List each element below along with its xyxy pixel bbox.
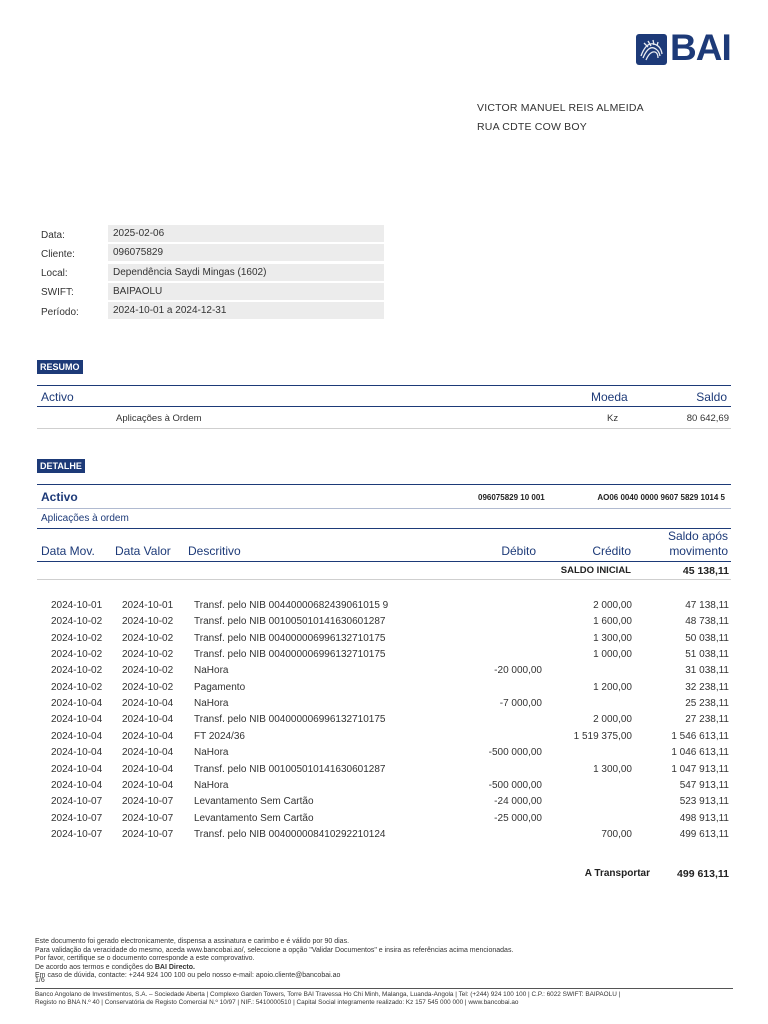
table-row [0, 731, 768, 747]
row-descritivo: Transf. pelo NIB 004000008410292210124 [194, 828, 386, 840]
resumo-badge: RESUMO [37, 360, 83, 374]
row-saldo: 498 913,11 [679, 812, 729, 824]
saldo-inicial-value: 45 138,11 [682, 565, 729, 577]
detalhe-top-rule [37, 484, 731, 485]
info-label-local: Local: [41, 268, 68, 279]
client-name: VICTOR MANUEL REIS ALMEIDA [477, 102, 644, 114]
row-descritivo: FT 2024/36 [194, 730, 245, 742]
detalhe-sub-rule [37, 508, 731, 509]
row-data-valor: 2024-10-04 [122, 747, 174, 759]
table-row [0, 747, 768, 763]
row-descritivo: Transf. pelo NIB 00440000682439061015 9 [194, 600, 389, 611]
table-row [0, 665, 768, 681]
row-data-mov: 2024-10-02 [51, 649, 103, 661]
row-saldo: 25 238,11 [685, 698, 729, 710]
row-descritivo: Transf. pelo NIB 001005010141630601287 [194, 763, 386, 775]
row-credito: 2 000,00 [593, 600, 632, 611]
bai-emblem-icon [636, 34, 667, 65]
detalhe-activo-label: Activo [41, 490, 78, 504]
table-row [0, 682, 768, 698]
detalhe-account-number: 096075829 10 001 [478, 493, 545, 502]
row-data-mov: 2024-10-02 [51, 632, 103, 644]
saldo-inicial-rule [37, 579, 731, 580]
transportar-label: A Transportar [584, 868, 650, 879]
row-data-valor: 2024-10-04 [122, 714, 174, 726]
detalhe-iban: AO06 0040 0000 9607 5829 1014 5 [597, 493, 725, 502]
info-value-client: 096075829 [108, 244, 384, 261]
row-data-valor: 2024-10-07 [122, 812, 174, 824]
row-descritivo: Levantamento Sem Cartão [194, 796, 314, 808]
row-descritivo: Transf. pelo NIB 004000006996132710175 [194, 714, 386, 726]
info-label-swift: SWIFT: [41, 287, 74, 298]
resumo-row-saldo: 80 642,69 [686, 413, 729, 424]
row-saldo: 1 046 613,11 [671, 747, 729, 759]
detalhe-subtitle: Aplicações à ordem [41, 513, 129, 524]
row-data-mov: 2024-10-07 [51, 812, 103, 824]
info-label-period: Período: [41, 307, 79, 318]
row-saldo: 523 913,11 [679, 796, 729, 808]
row-data-valor: 2024-10-02 [122, 681, 174, 693]
row-credito: 1 600,00 [593, 616, 632, 628]
table-row [0, 780, 768, 796]
row-saldo: 1 047 913,11 [671, 763, 729, 775]
table-row [0, 616, 768, 632]
row-data-valor: 2024-10-07 [122, 828, 174, 840]
row-data-valor: 2024-10-07 [122, 796, 174, 808]
row-data-mov: 2024-10-07 [51, 828, 103, 840]
row-data-mov: 2024-10-02 [51, 681, 103, 693]
row-saldo: 547 913,11 [679, 779, 729, 791]
info-label-date: Data: [41, 230, 65, 241]
row-data-valor: 2024-10-04 [122, 730, 174, 742]
resumo-bottom-rule [37, 428, 731, 429]
row-saldo: 1 546 613,11 [671, 730, 729, 742]
footer-bai-directo: BAI Directo. [154, 963, 195, 971]
row-descritivo: NaHora [194, 698, 229, 710]
bai-logo [636, 27, 732, 68]
footer-contact: Em caso de dúvida, contacte: +244 924 100 100 ou pelo nosso e-mail: apoio.cliente@bancobai.ao [35, 972, 341, 979]
row-data-mov: 2024-10-02 [51, 616, 103, 628]
row-credito: 1 200,00 [593, 681, 632, 693]
table-row [0, 600, 768, 616]
info-label-client: Cliente: [41, 249, 75, 260]
footer-line-4: De acordo aos termos e condições do BAI Directo. [35, 963, 195, 971]
row-data-valor: 2024-10-04 [122, 763, 174, 775]
table-row [0, 813, 768, 829]
page-number: 1/6 [35, 977, 45, 984]
row-descritivo: NaHora [194, 747, 229, 759]
row-data-mov: 2024-10-01 [51, 600, 103, 611]
resumo-row-moeda: Kz [607, 413, 619, 424]
row-data-mov: 2024-10-04 [51, 698, 103, 710]
row-data-valor: 2024-10-02 [122, 649, 174, 661]
table-row [0, 796, 768, 812]
row-saldo: 48 738,11 [685, 616, 729, 628]
col-data-valor: Data Valor [115, 544, 171, 558]
footer-line-3: Por favor, certifique se o documento corresponde a este comprovativo. [35, 955, 255, 962]
row-descritivo: NaHora [194, 665, 229, 677]
row-descritivo: Transf. pelo NIB 004000006996132710175 [194, 632, 386, 644]
row-data-valor: 2024-10-02 [122, 632, 174, 644]
row-saldo: 32 238,11 [685, 681, 729, 693]
col-debito: Débito [501, 544, 536, 558]
footer-rule [35, 988, 733, 989]
client-address: RUA CDTE COW BOY [477, 121, 587, 133]
row-data-mov: 2024-10-02 [51, 665, 103, 677]
row-data-valor: 2024-10-04 [122, 779, 174, 791]
row-debito: -20 000,00 [494, 665, 542, 677]
row-credito: 1 000,00 [593, 649, 632, 661]
col-saldo-line1: Saldo após [667, 529, 728, 543]
row-data-valor: 2024-10-01 [122, 600, 174, 611]
footer-notes [35, 938, 513, 981]
info-value-period: 2024-10-01 a 2024-12-31 [108, 302, 384, 319]
col-descritivo: Descritivo [188, 544, 241, 558]
row-saldo: 499 613,11 [679, 828, 729, 840]
row-debito: -500 000,00 [488, 779, 542, 791]
row-credito: 2 000,00 [593, 714, 632, 726]
row-credito: 700,00 [601, 828, 632, 840]
row-debito: -500 000,00 [488, 747, 542, 759]
row-saldo: 31 038,11 [685, 665, 729, 677]
row-data-mov: 2024-10-04 [51, 747, 103, 759]
row-credito: 1 300,00 [593, 763, 632, 775]
resumo-row-activo: Aplicações à Ordem [116, 413, 202, 424]
table-row [0, 633, 768, 649]
row-saldo: 50 038,11 [685, 632, 729, 644]
col-credito: Crédito [592, 544, 631, 558]
info-value-local: Dependência Saydi Mingas (1602) [108, 264, 384, 281]
footer-line-2: Para validação da veracidade do mesmo, aceda www.bancobai.ao/, seleccione a opção "Validar Documentos" e insira as referências acima mencionadas. [35, 946, 514, 954]
row-descritivo: NaHora [194, 779, 229, 791]
row-credito: 1 300,00 [593, 632, 632, 644]
col-data-mov: Data Mov. [41, 544, 95, 558]
row-data-mov: 2024-10-04 [51, 714, 103, 726]
row-descritivo: Pagamento [194, 681, 246, 693]
resumo-col-saldo: Saldo [696, 390, 727, 404]
row-saldo: 47 138,11 [685, 600, 729, 611]
row-saldo: 27 238,11 [685, 714, 729, 726]
row-data-mov: 2024-10-07 [51, 796, 103, 808]
row-descritivo: Transf. pelo NIB 004000006996132710175 [194, 649, 386, 661]
bai-logo-text: BAI [670, 27, 731, 68]
row-debito: -24 000,00 [494, 796, 542, 808]
col-saldo-line2: movimento [669, 544, 728, 558]
info-value-date: 2025-02-06 [108, 225, 384, 242]
table-row [0, 829, 768, 845]
row-credito: 1 519 375,00 [573, 730, 632, 742]
saldo-inicial-label: SALDO INICIAL [560, 565, 631, 576]
detalhe-badge: DETALHE [37, 459, 85, 473]
row-descritivo: Levantamento Sem Cartão [194, 812, 314, 824]
table-row [0, 649, 768, 665]
info-value-swift: BAIPAOLU [108, 283, 384, 300]
row-data-valor: 2024-10-02 [122, 616, 174, 628]
row-saldo: 51 038,11 [685, 649, 729, 661]
detalhe-header-rule [37, 561, 731, 562]
table-row [0, 714, 768, 730]
footer-legal-1: Banco Angolano de Investimentos, S.A. – Sociedade Aberta | Complexo Garden Towers, Torre BAI Travessa Ho Chi Minh, Malanga, Luanda-Angola | Tel: (+244) 924 100 100 | C.P.: 6022 SWIFT: BAIPAOLU | [35, 991, 621, 998]
detalhe-header-top-rule [37, 528, 731, 529]
table-row [0, 698, 768, 714]
resumo-col-activo: Activo [41, 390, 74, 404]
row-data-mov: 2024-10-04 [51, 730, 103, 742]
row-data-mov: 2024-10-04 [51, 779, 103, 791]
footer-line-1: Este documento foi gerado electronicamente, dispensa a assinatura e carimbo e é válido por 90 dias. [35, 938, 350, 945]
resumo-top-rule [37, 385, 731, 386]
row-data-mov: 2024-10-04 [51, 763, 103, 775]
row-data-valor: 2024-10-04 [122, 698, 174, 710]
row-debito: -7 000,00 [499, 698, 542, 710]
row-descritivo: Transf. pelo NIB 001005010141630601287 [194, 616, 386, 628]
resumo-col-moeda: Moeda [591, 390, 628, 404]
table-row [0, 764, 768, 780]
transportar-value: 499 613,11 [677, 868, 729, 880]
row-data-valor: 2024-10-02 [122, 665, 174, 677]
footer-legal-2: Registo no BNA N.º 40 | Conservatória de Registo Comercial N.º 10/97 | NIF.: 5410000510 | Capital Social integramente realizado: Kz 157 545 000 000 | www.bancobai.ao [35, 999, 519, 1006]
resumo-header-rule [37, 406, 731, 407]
row-debito: -25 000,00 [494, 812, 542, 824]
